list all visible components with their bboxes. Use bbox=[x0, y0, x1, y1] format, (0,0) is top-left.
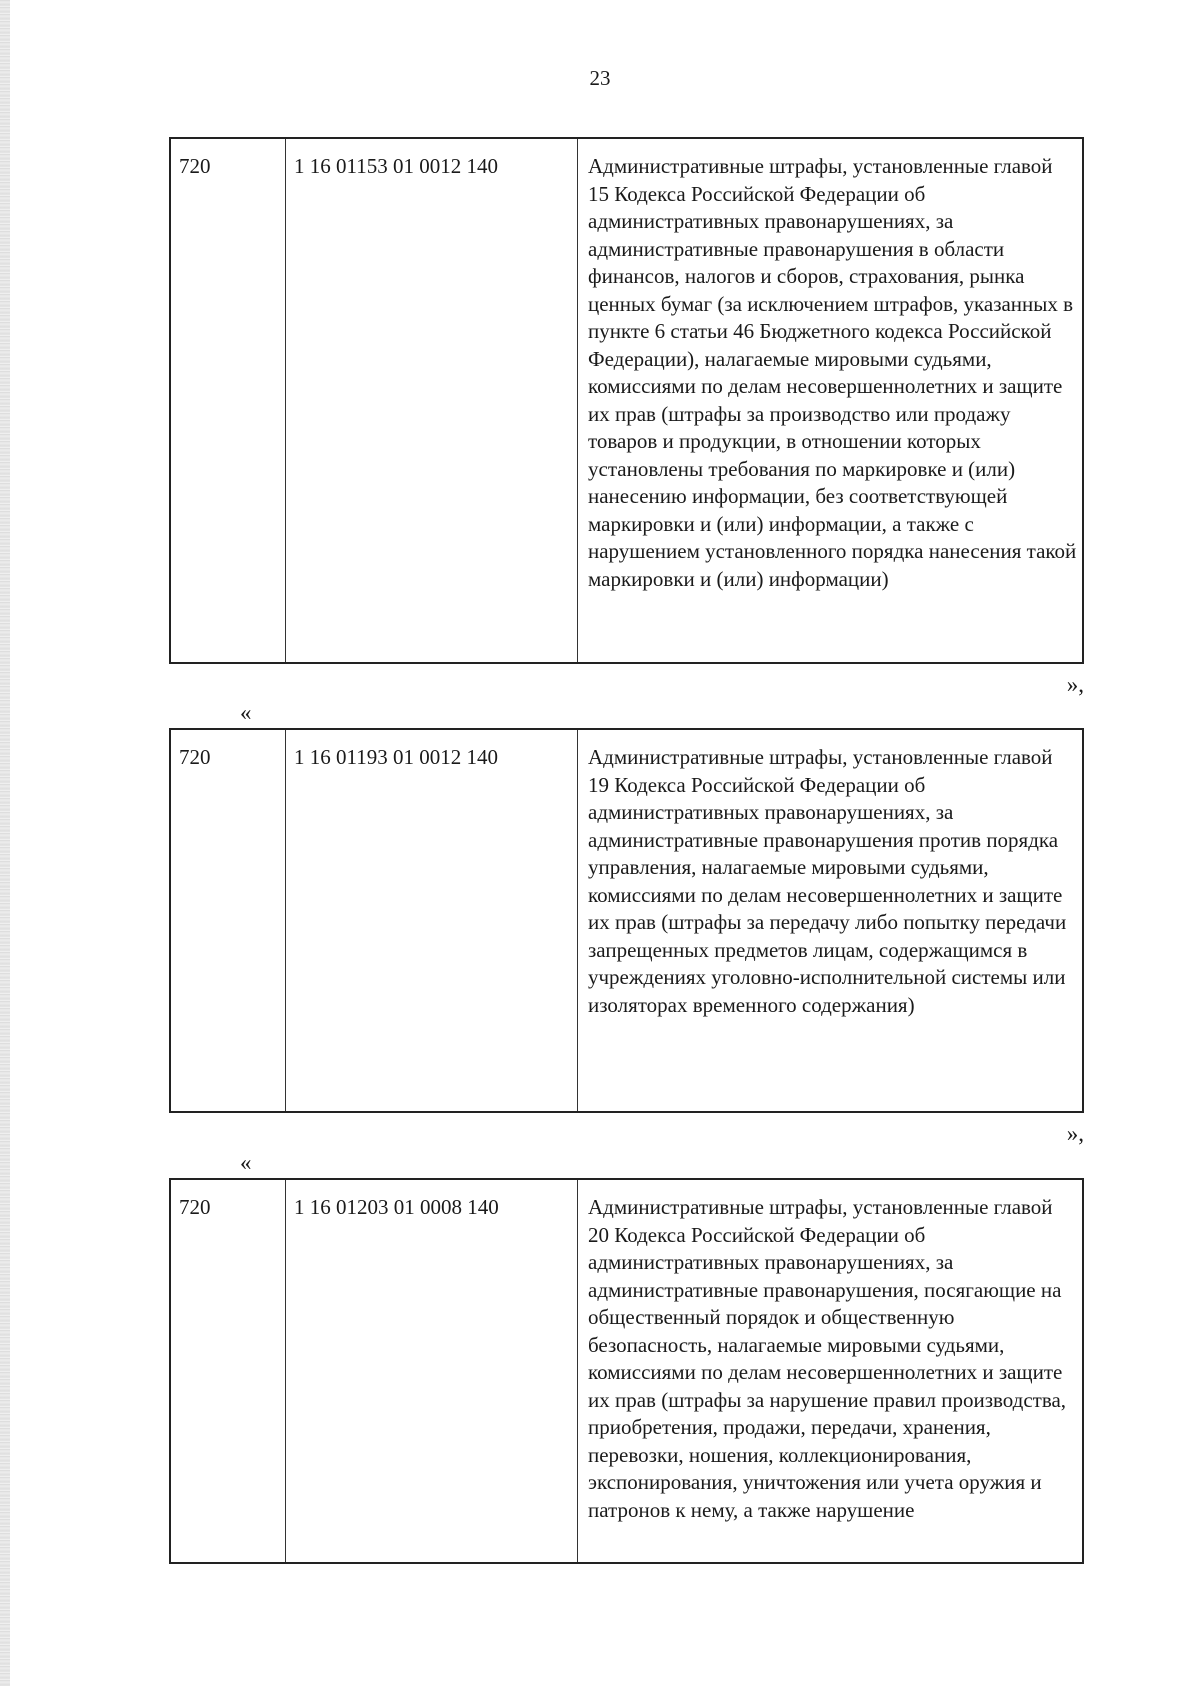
income-description-cell: Административные штрафы, установленные главой 19 Кодекса Российской Федерации об административных правонарушениях, за административные правонарушения против порядка управления, налагаемые мировыми судьями, комиссиями по делам несовершеннолетних и защите их прав (штрафы за передачу либо попытку передачи запрещенных предметов лицам, содержащимся в учреждениях уголовно-исполнительной системы или изоляторах временного содержания) bbox=[577, 730, 1082, 1111]
page-number: 23 bbox=[589, 66, 611, 90]
opening-quote: « bbox=[240, 700, 252, 725]
admin-code-cell: 720 bbox=[179, 745, 211, 769]
closing-quote: », bbox=[1066, 1121, 1084, 1146]
admin-code-cell: 720 bbox=[179, 1195, 211, 1219]
budget-table-1 bbox=[169, 137, 1084, 664]
scan-edge bbox=[0, 0, 10, 1686]
budget-classification-code-cell: 1 16 01193 01 0012 140 bbox=[285, 730, 577, 1111]
budget-table-3 bbox=[169, 1178, 1084, 1564]
budget-classification-code-cell: 1 16 01203 01 0008 140 bbox=[285, 1180, 577, 1562]
opening-quote: « bbox=[240, 1150, 252, 1175]
admin-code-cell: 720 bbox=[179, 154, 211, 178]
budget-table-2 bbox=[169, 728, 1084, 1113]
budget-classification-code-cell: 1 16 01153 01 0012 140 bbox=[285, 139, 577, 662]
closing-quote: », bbox=[1066, 672, 1084, 697]
income-description-cell: Административные штрафы, установленные главой 20 Кодекса Российской Федерации об административных правонарушениях, за административные правонарушения, посягающие на общественный порядок и общественную безопасность, налагаемые мировыми судьями, комиссиями по делам несовершеннолетних и защите их прав (штрафы за нарушение правил производства, приобретения, продажи, передачи, хранения, перевозки, ношения, коллекционирования, экспонирования, уничтожения или учета оружия и патронов к нему, а также нарушение bbox=[577, 1180, 1082, 1562]
income-description-cell: Административные штрафы, установленные главой 15 Кодекса Российской Федерации об административных правонарушениях, за административные правонарушения в области финансов, налогов и сборов, страхования, рынка ценных бумаг (за исключением штрафов, указанных в пункте 6 статьи 46 Бюджетного кодекса Российской Федерации), налагаемые мировыми судьями, комиссиями по делам несовершеннолетних и защите их прав (штрафы за производство или продажу товаров и продукции, в отношении которых установлены требования по маркировке и (или) нанесению информации, без соответствующей маркировки и (или) информации, а также с нарушением установленного порядка нанесения такой маркировки и (или) информации) bbox=[577, 139, 1082, 662]
